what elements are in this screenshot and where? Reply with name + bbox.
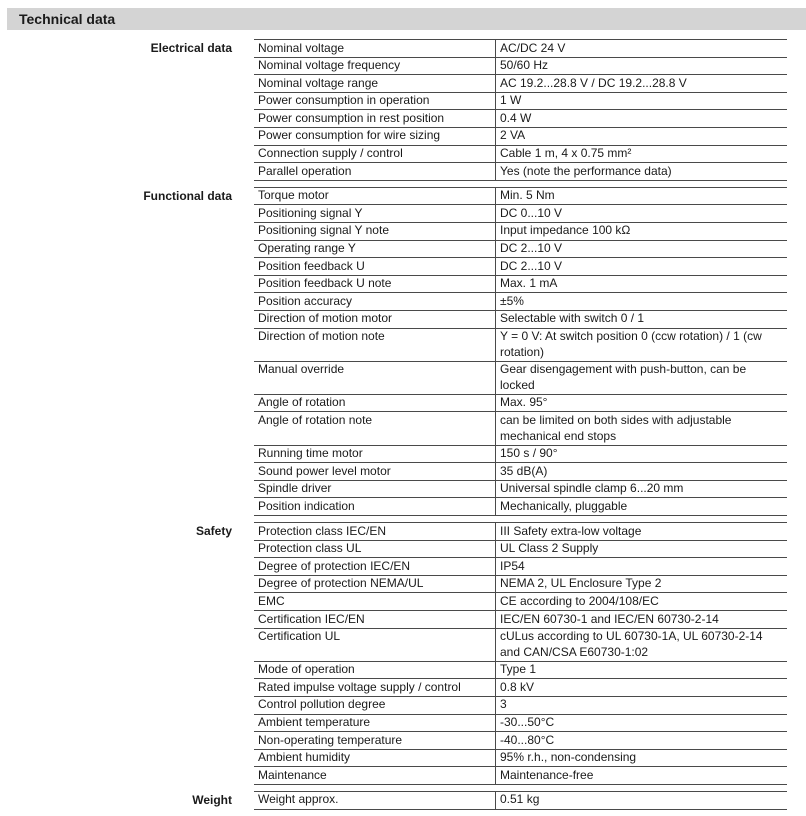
table-row — [254, 792, 787, 810]
table-row — [254, 662, 787, 680]
row-label: Angle of rotation note — [254, 412, 496, 444]
row-value: Gear disengagement with push-button, can be locked — [500, 362, 747, 392]
row-value: AC/DC 24 V — [500, 40, 566, 55]
row-value: Mechanically, pluggable — [500, 498, 628, 513]
row-value: cULus according to UL 60730-1A, UL 60730-2-14 and CAN/CSA E60730-1:02 — [500, 629, 763, 659]
row-label: EMC — [254, 593, 496, 610]
row-label: Operating range Y — [254, 241, 496, 258]
row-label: Non-operating temperature — [254, 732, 496, 749]
row-label: Angle of rotation — [254, 395, 496, 412]
row-value: DC 2...10 V — [500, 258, 563, 273]
row-value: 2 VA — [500, 128, 526, 143]
row-label: Positioning signal Y note — [254, 223, 496, 240]
row-value: DC 0...10 V — [500, 205, 563, 220]
row-label: Manual override — [254, 362, 496, 394]
section-title: Weight — [192, 792, 232, 807]
section-rows — [254, 39, 787, 181]
row-label: Position indication — [254, 498, 496, 515]
row-label: Nominal voltage range — [254, 75, 496, 92]
row-value: 0.8 kV — [500, 679, 535, 694]
row-value: Maintenance-free — [500, 767, 594, 782]
table-row — [254, 395, 787, 413]
row-label: Mode of operation — [254, 662, 496, 679]
table-row — [254, 750, 787, 768]
row-label: Position accuracy — [254, 293, 496, 310]
section-rows — [254, 187, 787, 516]
row-value: Selectable with switch 0 / 1 — [500, 311, 645, 326]
table-row — [254, 93, 787, 111]
row-label: Control pollution degree — [254, 697, 496, 714]
table-row — [254, 576, 787, 594]
row-value: IP54 — [500, 558, 525, 573]
page-title: Technical data — [19, 11, 116, 27]
table-row — [254, 188, 787, 206]
row-value: 0.51 kg — [500, 792, 540, 807]
table-row — [254, 463, 787, 481]
row-label: Nominal voltage — [254, 40, 496, 57]
table-row — [254, 629, 787, 662]
row-label: Weight approx. — [254, 792, 496, 809]
table-row — [254, 128, 787, 146]
row-value: Max. 95° — [500, 395, 548, 410]
row-value: CE according to 2004/108/EC — [500, 593, 659, 608]
row-label: Power consumption in rest position — [254, 110, 496, 127]
row-label: Certification UL — [254, 629, 496, 661]
table-row — [254, 276, 787, 294]
table-row — [254, 481, 787, 499]
row-value: 35 dB(A) — [500, 463, 548, 478]
section-rows — [254, 791, 787, 810]
table-row — [254, 293, 787, 311]
table-row — [254, 715, 787, 733]
row-value: Type 1 — [500, 662, 537, 677]
row-label: Maintenance — [254, 767, 496, 784]
table-row — [254, 311, 787, 329]
row-label: Torque motor — [254, 188, 496, 205]
row-label: Power consumption for wire sizing — [254, 128, 496, 145]
section-weight — [0, 791, 806, 810]
row-value: 95% r.h., non-condensing — [500, 750, 637, 765]
section-rows — [254, 522, 787, 785]
section-header-bar — [7, 8, 806, 30]
row-label: Degree of protection IEC/EN — [254, 558, 496, 575]
row-value: 3 — [500, 697, 507, 712]
row-value: Universal spindle clamp 6...20 mm — [500, 481, 684, 496]
row-label: Spindle driver — [254, 481, 496, 498]
row-value: 50/60 Hz — [500, 58, 549, 73]
table-row — [254, 593, 787, 611]
row-label: Protection class IEC/EN — [254, 523, 496, 540]
table-row — [254, 697, 787, 715]
table-row — [254, 412, 787, 445]
row-label: Certification IEC/EN — [254, 611, 496, 628]
row-label: Position feedback U note — [254, 276, 496, 293]
row-value: UL Class 2 Supply — [500, 541, 599, 556]
row-label: Protection class UL — [254, 541, 496, 558]
row-value: -30...50°C — [500, 715, 555, 730]
row-value: can be limited on both sides with adjustable mechanical end stops — [500, 412, 732, 443]
table-row — [254, 110, 787, 128]
table-row — [254, 40, 787, 58]
section-title: Safety — [195, 524, 232, 539]
table-row — [254, 205, 787, 223]
row-value: ±5% — [500, 293, 524, 308]
row-value: Yes (note the performance data) — [500, 163, 672, 178]
technical-data-table — [0, 39, 806, 816]
table-row — [254, 611, 787, 629]
table-row — [254, 258, 787, 276]
row-value: Cable 1 m, 4 x 0.75 mm² — [500, 146, 632, 161]
row-label: Sound power level motor — [254, 463, 496, 480]
row-value: Min. 5 Nm — [500, 188, 555, 203]
row-value: Input impedance 100 kΩ — [500, 223, 631, 238]
row-value: 150 s / 90° — [500, 446, 558, 461]
table-row — [254, 362, 787, 395]
row-value: IEC/EN 60730-1 and IEC/EN 60730-2-14 — [500, 611, 719, 626]
table-row — [254, 163, 787, 181]
section-safety — [0, 522, 806, 785]
table-row — [254, 523, 787, 541]
row-value: DC 2...10 V — [500, 241, 563, 256]
section-functional-data — [0, 187, 806, 516]
row-label: Nominal voltage frequency — [254, 58, 496, 75]
table-row — [254, 146, 787, 164]
row-label: Ambient humidity — [254, 750, 496, 767]
row-value: Max. 1 mA — [500, 276, 558, 291]
table-row — [254, 541, 787, 559]
row-label: Power consumption in operation — [254, 93, 496, 110]
row-value: NEMA 2, UL Enclosure Type 2 — [500, 576, 662, 591]
row-label: Ambient temperature — [254, 715, 496, 732]
row-value: 0.4 W — [500, 110, 532, 125]
row-label: Direction of motion motor — [254, 311, 496, 328]
table-row — [254, 498, 787, 516]
table-row — [254, 558, 787, 576]
table-row — [254, 767, 787, 785]
row-value: Y = 0 V: At switch position 0 (ccw rotation) / 1 (cw rotation) — [500, 329, 762, 359]
table-row — [254, 223, 787, 241]
table-row — [254, 329, 787, 362]
table-row — [254, 679, 787, 697]
section-electrical-data — [0, 39, 806, 181]
row-value: AC 19.2...28.8 V / DC 19.2...28.8 V — [500, 75, 687, 90]
section-title: Functional data — [143, 188, 232, 203]
section-title: Electrical data — [150, 41, 232, 55]
row-label: Degree of protection NEMA/UL — [254, 576, 496, 593]
row-label: Positioning signal Y — [254, 205, 496, 222]
row-label: Rated impulse voltage supply / control — [254, 679, 496, 696]
table-row — [254, 241, 787, 259]
table-row — [254, 75, 787, 93]
row-label: Position feedback U — [254, 258, 496, 275]
row-label: Connection supply / control — [254, 146, 496, 163]
table-row — [254, 58, 787, 76]
row-label: Parallel operation — [254, 163, 496, 180]
table-row — [254, 446, 787, 464]
row-value: -40...80°C — [500, 732, 555, 747]
table-row — [254, 732, 787, 750]
row-label: Running time motor — [254, 446, 496, 463]
row-value: 1 W — [500, 93, 522, 108]
row-label: Direction of motion note — [254, 329, 496, 361]
row-value: III Safety extra-low voltage — [500, 523, 642, 538]
